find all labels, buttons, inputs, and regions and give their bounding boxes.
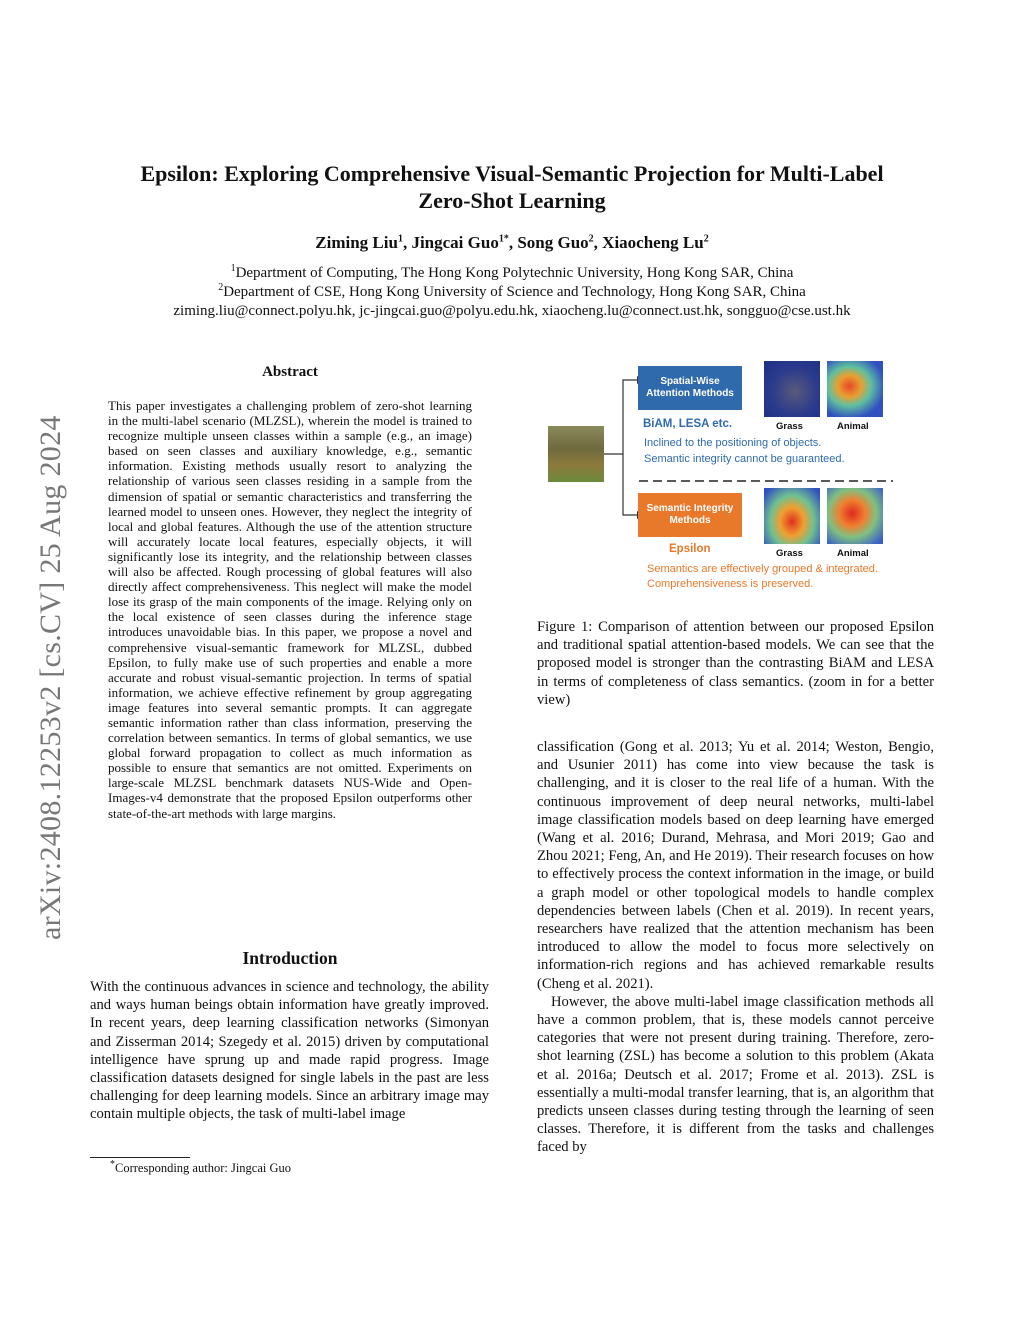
- author-name: Jingcai Guo: [411, 233, 499, 252]
- input-lion-image: [548, 426, 604, 482]
- bottom-note-2: Comprehensiveness is preserved.: [647, 578, 814, 590]
- animal-label-top: Animal: [837, 421, 869, 432]
- animal-attention-map-bottom: [827, 488, 883, 544]
- grass-attention-map-top: [764, 361, 820, 417]
- affiliation-1: [0, 265, 1024, 282]
- top-note-2: Semantic integrity cannot be guaranteed.: [644, 453, 845, 465]
- abstract-text: This paper investigates a challenging problem of zero-shot learning in the multi-label scenario (MLZSL), wherein the model is trained to recognize multiple unseen classes within a sample (e.g., an image) based on seen classes and auxiliary knowledge, e.g., semantic information. Existing methods usually resort to analyzing the relationship of various seen classes residing in a sample from the dimension of spatial or semantic characteristics and transferring the learned model to unseen ones. However, they neglect the integrity of local and global features. Although the use of the attention structure will accurately locate local features, especially objects, it will significantly lose its integrity, and the relationship between classes will also be affected. Rough processing of global features will also directly affect comprehensiveness. This neglect will make the model lose its grasp of the main components of the image. Relying only on the local existence of seen classes during the inference stage introduces unavoidable bias. In this paper, we propose a novel and comprehensive visual-semantic framework for MLZSL, dubbed Epsilon, to fully make use of such properties and enable a more accurate and robust visual-semantic projection. In terms of spatial information, we achieve effective refinement by group aggregating image features into several semantic prompts. It can aggregate semantic information rather than class information, preserving the correlation between semantics. In terms of global semantics, we use global forward propagation to collect as much information as possible to ensure that semantics are not omitted. Experiments on large-scale MLZSL benchmark datasets NUS-Wide and Open-Images-v4 demonstrate that the proposed Epsilon outperforms other state-of-the-art methods with large margins.: [108, 398, 472, 821]
- affiliation-2: [0, 284, 1024, 301]
- author-sup: 2: [588, 233, 594, 245]
- animal-attention-map-top: [827, 361, 883, 417]
- affiliation-text: Department of Computing, The Hong Kong Polytechnic University, Hong Kong SAR, China: [235, 265, 794, 281]
- epsilon-label: Epsilon: [669, 543, 711, 555]
- introduction-heading: Introduction: [242, 948, 338, 968]
- top-methods-label: BiAM, LESA etc.: [643, 418, 733, 430]
- author-sup: 2: [703, 233, 709, 245]
- author-sup: 1*: [498, 233, 509, 245]
- affiliation-sup: 1: [230, 263, 236, 274]
- grass-attention-map-bottom: [764, 488, 820, 544]
- author-sup: 1: [397, 233, 403, 245]
- grass-label-bottom: Grass: [776, 548, 803, 559]
- affiliation-sup: 2: [218, 282, 224, 293]
- introduction-text: With the continuous advances in science and technology, the ability and ways human beings obtain information have greatly improved. In recent years, deep learning classification networks (Simonyan and Zisserman 2014; Szegedy et al. 2015) driven by computational intelligence have sprung up and made rapid progress. Image classification datasets designed for single labels in the past are less challenging for deep learning models. Since an arbitrary image may contain multiple objects, the task of multi-label image: [90, 979, 489, 1123]
- title-line-1: Epsilon: Exploring Comprehensive Visual-Semantic Projection for Multi-Label: [140, 161, 884, 186]
- affiliation-text: Department of CSE, Hong Kong University of Science and Technology, Hong Kong SAR, China: [223, 284, 806, 300]
- figure-caption: Figure 1: Comparison of attention between our proposed Epsilon and traditional spatial attention-based models. We can see that the proposed model is stronger than the contrasting BiAM and LESA in terms of completeness of class semantics. (zoom in for a better view): [537, 619, 934, 708]
- author-name: Xiaocheng Lu: [602, 233, 704, 252]
- grass-label-top: Grass: [776, 421, 803, 432]
- author-list: Ziming Liu$^1$, Jingcai Guo$^{1*}$, Song Guo$^2$, Xiaocheng Lu$^2$: [315, 233, 709, 252]
- arxiv-stamp: arXiv:2408.12253v2 [cs.CV] 25 Aug 2024: [34, 415, 67, 940]
- author-name: Song Guo: [517, 233, 589, 252]
- top-note-1: Inclined to the positioning of objects.: [644, 437, 822, 449]
- title-line-2: Zero-Shot Learning: [418, 188, 606, 213]
- paragraph: However, the above multi-label image classification methods all have a common problem, that is, these models cannot perceive categories that were not present during training. Therefore, zero-shot learning (ZSL) has become a solution to this problem (Akata et al. 2016a; Deutsch et al. 2017; Frome et al. 2013). ZSL is essentially a multi-modal transfer learning, that is, an algorithm that predicts unseen classes during testing through the learning of seen classes. Therefore, it is different from the tasks and challenges faced by: [537, 993, 934, 1156]
- right-column-text: [537, 738, 934, 1157]
- author-emails: ziming.liu@connect.polyu.hk, jc-jingcai.guo@polyu.edu.hk, xiaocheng.lu@connect.ust.hk, songguo@cse.ust.hk: [173, 303, 851, 319]
- abstract-heading: Abstract: [262, 364, 318, 380]
- footnote-mark: *: [110, 1158, 115, 1170]
- figure-1: [545, 358, 905, 598]
- footnote-text: Corresponding author: Jingcai Guo: [115, 1161, 292, 1175]
- bottom-note-1: Semantics are effectively grouped & integrated.: [647, 563, 878, 575]
- author-name: Ziming Liu: [315, 233, 398, 252]
- paragraph: classification (Gong et al. 2013; Yu et al. 2014; Weston, Bengio, and Usunier 2011) has come into view because the task is challenging, and it is closer to the real life of a human. With the continuous improvement of deep neural networks, multi-label image classification models based on deep learning have emerged (Wang et al. 2016; Durand, Mehrasa, and Mori 2019; Gao and Zhou 2021; Feng, An, and He 2019). Their research focuses on how to effectively process the context information in the image, or build a graph model or other topological models to handle complex dependencies between labels (Chen et al. 2019). In recent years, researchers have realized that the attention mechanism has been introduced to allow the model to focus more selectively on information-rich regions and has achieved remarkable results (Cheng et al. 2021).: [537, 739, 934, 992]
- spatial-attention-box: Spatial-Wise Attention Methods: [638, 366, 742, 410]
- semantic-integrity-box: Semantic Integrity Methods: [638, 493, 742, 537]
- footnote: [110, 1158, 292, 1176]
- animal-label-bottom: Animal: [837, 548, 869, 559]
- footnote-rule: [90, 1157, 190, 1158]
- paper-title: [0, 160, 1024, 214]
